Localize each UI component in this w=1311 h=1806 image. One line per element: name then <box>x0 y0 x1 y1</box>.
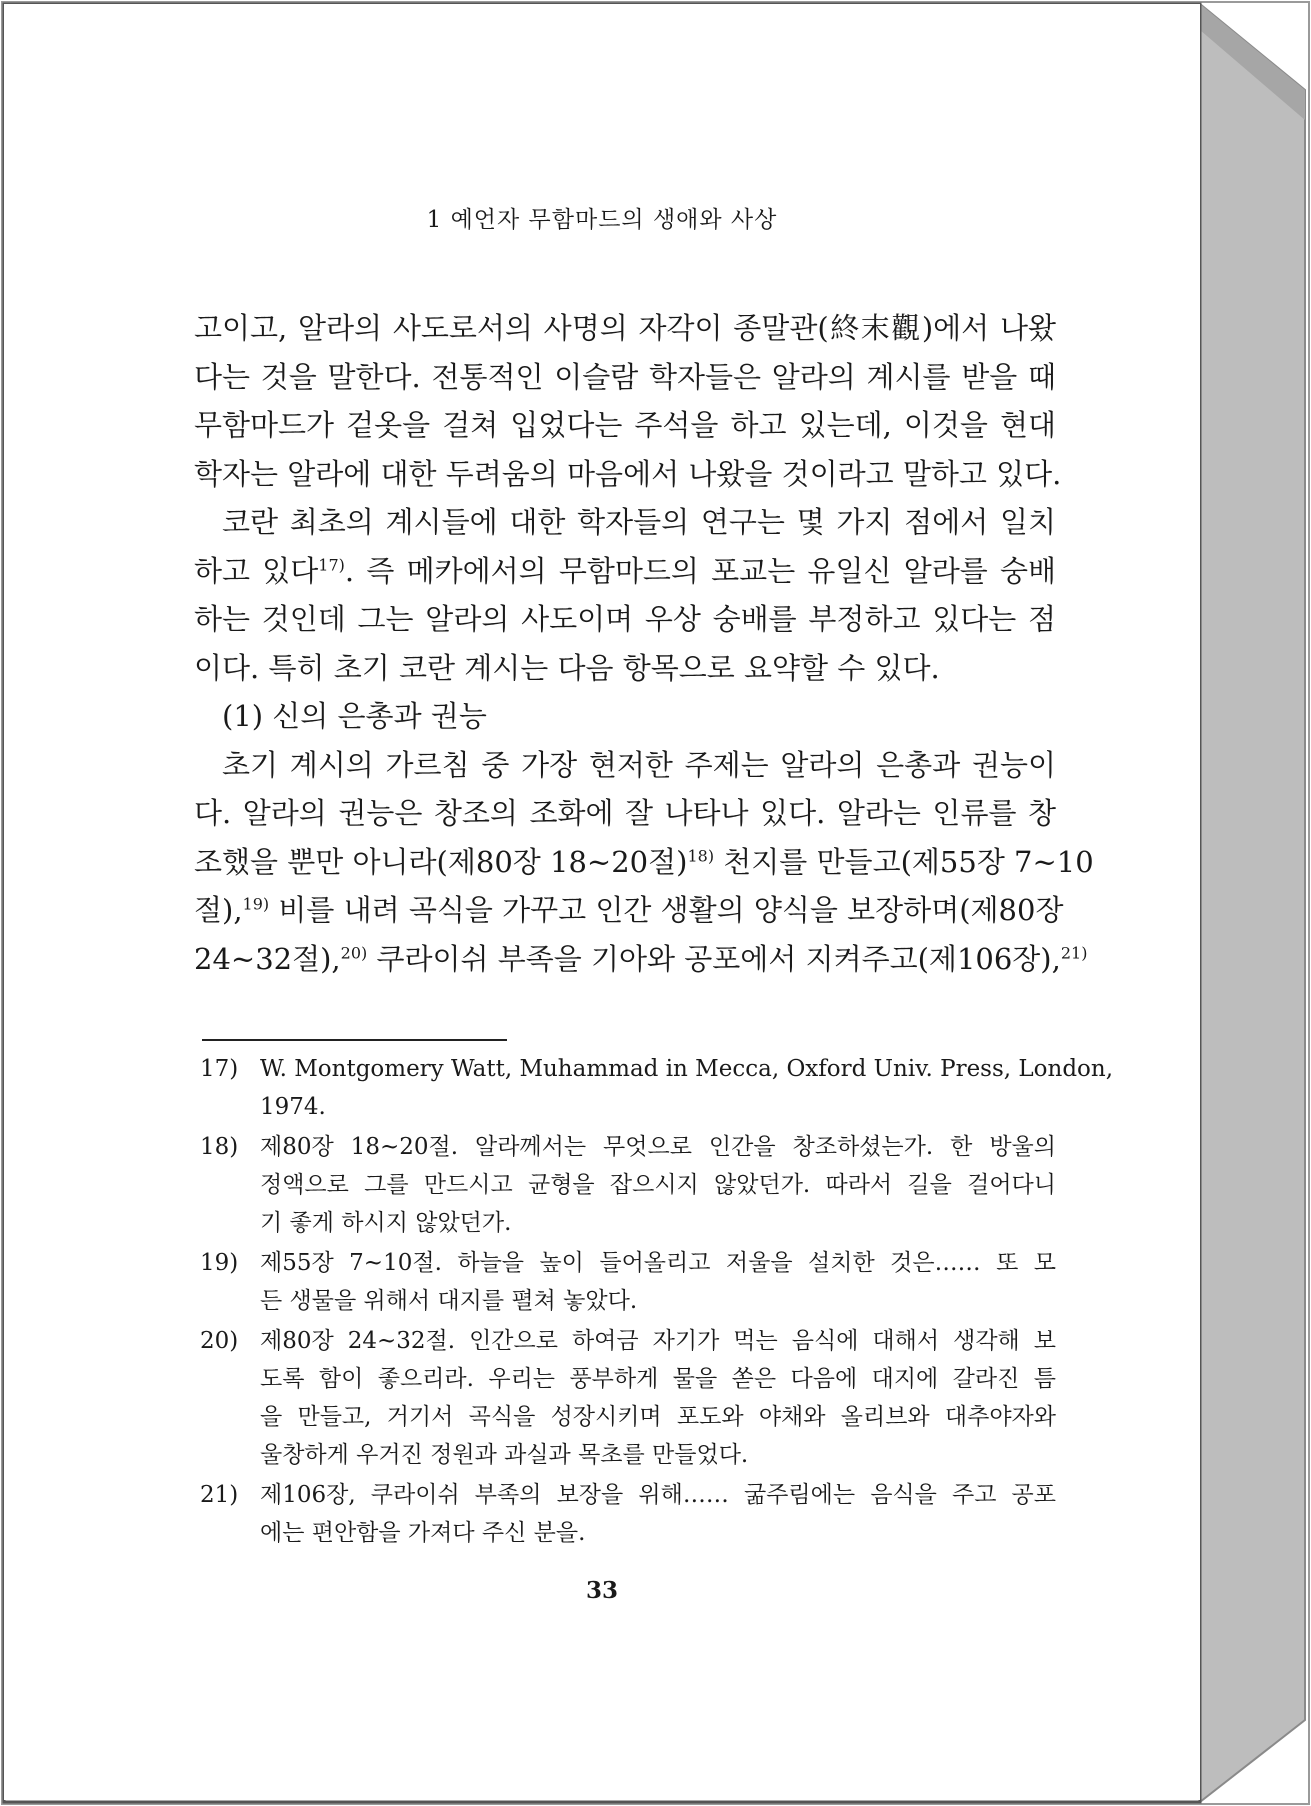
body-text <box>194 304 1094 983</box>
footnote-number: 21) <box>200 1482 239 1508</box>
body-text-fragment: 24~32절), <box>194 941 341 976</box>
body-text-fragment: 비를 내려 곡식을 가꾸고 인간 생활의 양식을 보장하며(제80장 <box>269 893 1064 927</box>
body-line: 무함마드가 겉옷을 걸쳐 입었다는 주석을 하고 있는데, 이것을 현대 <box>194 408 1056 442</box>
footnote-18 <box>200 1128 1056 1242</box>
footnote-ref: 20) <box>340 942 368 962</box>
footnote-rule <box>202 1039 507 1041</box>
footnote-line: 도록 함이 좋으리라. 우리는 풍부하게 물을 쏟은 다음에 대지에 갈라진 틈 <box>260 1366 1056 1392</box>
body-line <box>194 886 1064 935</box>
body-text-fragment: 천지를 만들고(제55장 7~10 <box>714 844 1094 879</box>
footnotes <box>200 1050 1114 1554</box>
body-line: 코란 최초의 계시들에 대한 학자들의 연구는 몇 가지 점에서 일치 <box>222 505 1056 539</box>
footnote-line: 제55장 7~10절. 하늘을 높이 들어올리고 저울을 설치한 것은…… 또 모 <box>260 1250 1056 1276</box>
footnote-line: 1974. <box>260 1094 326 1120</box>
footnote-number: 17) <box>200 1056 239 1082</box>
footnote-line: 을 만들고, 거기서 곡식을 성장시키며 포도와 야채와 올리브와 대추야자와 <box>260 1404 1056 1430</box>
body-text-fragment: 절), <box>194 893 243 927</box>
body-text-fragment: 하고 있다 <box>194 553 319 588</box>
footnote-20 <box>200 1322 1056 1474</box>
footnote-19 <box>200 1244 1056 1320</box>
footnote-line: 제80장 18~20절. 알라께서는 무엇으로 인간을 창조하셨는가. 한 방울의 <box>260 1134 1056 1160</box>
running-head: 1 예언자 무함마드의 생애와 사상 <box>426 207 778 233</box>
footnote-ref: 18) <box>687 845 715 865</box>
footnote-ref: 21) <box>1060 942 1088 962</box>
footnote-ref: 19) <box>242 894 270 914</box>
footnote-21 <box>200 1476 1056 1552</box>
footnote-number: 20) <box>200 1328 239 1354</box>
body-line: 학자는 알라에 대한 두려움의 마음에서 나왔을 것이라고 말하고 있다. <box>194 456 1062 491</box>
body-text-fragment: 조했을 뿐만 아니라(제80장 18~20절) <box>194 844 688 879</box>
footnote-line: 울창하게 우거진 정원과 과실과 목초를 만들었다. <box>260 1442 749 1468</box>
footnote-17 <box>200 1050 1114 1126</box>
footnote-line: 기 좋게 하시지 않았던가. <box>260 1210 512 1236</box>
page-number: 33 <box>585 1577 618 1604</box>
body-line <box>194 547 1056 596</box>
body-line: 다. 알라의 권능은 창조의 조화에 잘 나타나 있다. 알라는 인류를 창 <box>194 796 1056 830</box>
section-heading: (1) 신의 은총과 권능 <box>222 699 487 733</box>
body-line <box>194 838 1094 887</box>
body-text-fragment: . 즉 메카에서의 무함마드의 포교는 유일신 알라를 숭배 <box>344 553 1056 588</box>
body-text-fragment: 쿠라이쉬 부족을 기아와 공포에서 지켜주고(제106장), <box>367 941 1061 976</box>
footnote-line: 든 생물을 위해서 대지를 펼쳐 놓았다. <box>260 1288 638 1314</box>
footnote-number: 19) <box>200 1250 239 1276</box>
footnote-line: 정액으로 그를 만드시고 균형을 잡으시지 않았던가. 따라서 길을 걸어다니 <box>260 1172 1056 1198</box>
body-line: 하는 것인데 그는 알라의 사도이며 우상 숭배를 부정하고 있다는 점 <box>194 602 1056 636</box>
footnote-line: 제106장, 쿠라이쉬 부족의 보장을 위해…… 굶주림에는 음식을 주고 공포 <box>260 1482 1056 1508</box>
footnote-number: 18) <box>200 1134 239 1160</box>
body-line: 초기 계시의 가르침 중 가장 현저한 주제는 알라의 은총과 권능이 <box>222 747 1056 782</box>
footnote-ref: 17) <box>318 554 345 574</box>
footnote-line: 에는 편안함을 가져다 주신 분을. <box>260 1520 586 1546</box>
book-page <box>4 4 1200 1800</box>
body-line: 다는 것을 말한다. 전통적인 이슬람 학자들은 알라의 계시를 받을 때 <box>194 359 1056 394</box>
body-line <box>194 935 1088 984</box>
body-line: 고이고, 알라의 사도로서의 사명의 자각이 종말관(終末觀)에서 나왔 <box>194 311 1056 345</box>
footnote-line: 제80장 24~32절. 인간으로 하여금 자기가 먹는 음식에 대해서 생각해 보 <box>260 1328 1056 1354</box>
body-line: 이다. 특히 초기 코란 계시는 다음 항목으로 요약할 수 있다. <box>194 650 940 685</box>
footnote-line: W. Montgomery Watt, Muhammad in Mecca, Oxford Univ. Press, London, <box>260 1056 1114 1082</box>
